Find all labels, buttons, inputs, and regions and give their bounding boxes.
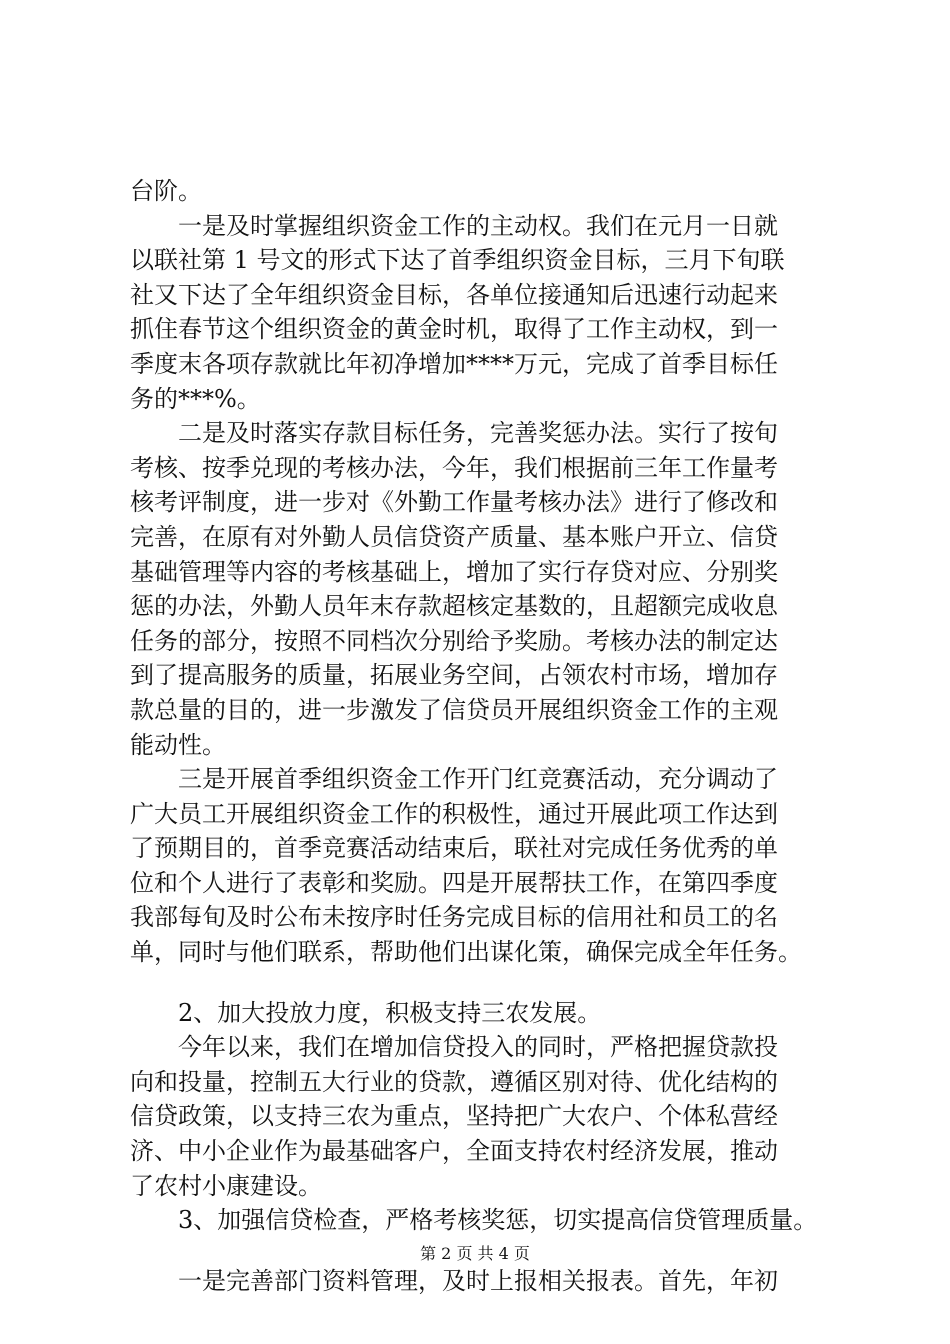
text-line: 考核、按季兑现的考核办法，今年，我们根据前三年工作量考: [130, 453, 778, 482]
page-number-label: 第 2 页 共 4 页: [420, 1244, 530, 1263]
text-line: 我部每旬及时公布未按序时任务完成目标的信用社和员工的名: [130, 903, 778, 932]
text-line: 位和个人进行了表彰和奖励。四是开展帮扶工作，在第四季度: [130, 868, 778, 897]
text-line: 广大员工开展组织资金工作的积极性，通过开展此项工作达到: [130, 799, 778, 828]
section-heading: 2、加大投放力度，积极支持三农发展。: [178, 998, 602, 1027]
paragraph-first-line: 今年以来，我们在增加信贷投入的同时，严格把握贷款投: [178, 1033, 778, 1062]
text-line: 基础管理等内容的考核基础上，增加了实行存贷对应、分别奖: [130, 557, 778, 586]
text-line: 完善，在原有对外勤人员信贷资产质量、基本账户开立、信贷: [130, 522, 778, 551]
section-heading: 3、加强信贷检查，严格考核奖惩，切实提高信贷管理质量。: [178, 1206, 818, 1235]
text-line: 季度末各项存款就比年初净增加****万元，完成了首季目标任: [130, 349, 778, 378]
text-line: 到了提高服务的质量，拓展业务空间，占领农村市场，增加存: [130, 661, 778, 690]
text-line: 以联社第 1 号文的形式下达了首季组织资金目标，三月下旬联: [130, 246, 785, 275]
text-line: 台阶。: [130, 177, 202, 205]
paragraph-first-line: 一是及时掌握组织资金工作的主动权。我们在元月一日就: [178, 211, 778, 240]
paragraph-first-line: 二是及时落实存款目标任务，完善奖惩办法。实行了按旬: [178, 419, 778, 448]
document-body: [130, 174, 830, 1298]
text-line: 了农村小康建设。: [130, 1171, 322, 1200]
paragraph-first-line: 一是完善部门资料管理，及时上报相关报表。首先，年初: [178, 1266, 778, 1295]
text-line: 社又下达了全年组织资金目标，各单位接通知后迅速行动起来: [130, 280, 778, 309]
text-line: 核考评制度，进一步对《外勤工作量考核办法》进行了修改和: [130, 488, 778, 517]
text-line: 能动性。: [130, 730, 226, 759]
text-line: 务的***%。: [130, 384, 261, 413]
text-line: 款总量的目的，进一步激发了信贷员开展组织资金工作的主观: [130, 695, 778, 724]
page-footer: [0, 1244, 950, 1264]
text-line: 信贷政策，以支持三农为重点，坚持把广大农户、个体私营经: [130, 1102, 778, 1131]
text-line: 惩的办法，外勤人员年末存款超核定基数的，且超额完成收息: [130, 592, 778, 621]
paragraph-gap: [130, 970, 830, 996]
text-line: 向和投量，控制五大行业的贷款，遵循区别对待、优化结构的: [130, 1067, 778, 1096]
text-line: 了预期目的，首季竞赛活动结束后，联社对完成任务优秀的单: [130, 834, 778, 863]
text-line: 任务的部分，按照不同档次分别给予奖励。考核办法的制定达: [130, 626, 778, 655]
text-line: 单，同时与他们联系，帮助他们出谋化策，确保完成全年任务。: [130, 938, 802, 967]
text-line: 抓住春节这个组织资金的黄金时机，取得了工作主动权，到一: [130, 315, 778, 344]
text-line: 济、中小企业作为最基础客户，全面支持农村经济发展，推动: [130, 1137, 778, 1166]
paragraph-first-line: 三是开展首季组织资金工作开门红竞赛活动，充分调动了: [178, 765, 778, 794]
